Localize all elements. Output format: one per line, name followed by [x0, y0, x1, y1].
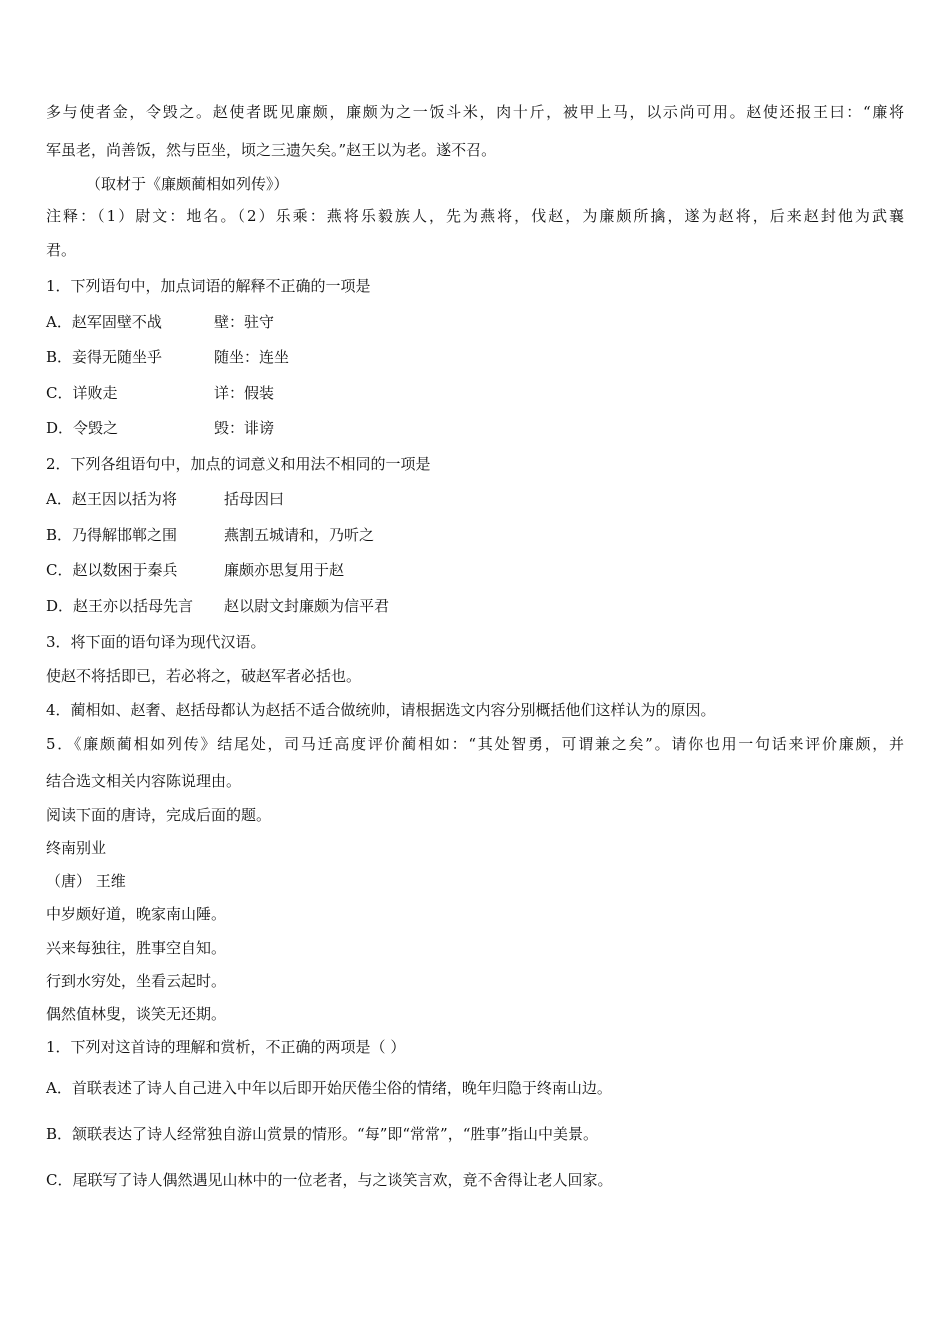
poem-line: 中岁颇好道，晚家南山陲。: [46, 905, 227, 923]
question-2-option-a: [46, 489, 284, 509]
question-1-option-b: [46, 347, 289, 367]
option-explanation: 廉颇亦思复用于赵: [224, 561, 345, 579]
option-label: B．妾得无随坐乎: [46, 348, 163, 366]
option-explanation: 燕割五城请和，乃听之: [224, 526, 375, 544]
question-5-line-1: 5．《廉颇蔺相如列传》结尾处，司马迁高度评价蔺相如：“其处智勇，可谓兼之矣”。请你也用一句话来评价廉颇，并: [46, 735, 904, 753]
question-1-option-c: [46, 383, 274, 403]
poem-intro: 阅读下面的唐诗，完成后面的题。: [46, 806, 272, 824]
poem-question-1-option-c: C．尾联写了诗人偶然遇见山林中的一位老者，与之谈笑言欢，竟不舍得让老人回家。: [46, 1171, 613, 1189]
option-explanation: 括母因曰: [224, 490, 285, 508]
poem-line: 行到水穷处，坐看云起时。: [46, 972, 227, 990]
question-2-option-d: [46, 596, 389, 616]
question-5-line-2: 结合选文相关内容陈说理由。: [46, 772, 242, 790]
option-label: C．赵以数困于秦兵: [46, 561, 178, 579]
option-label: A．赵军固壁不战: [46, 313, 162, 331]
question-3-sentence: 使赵不将括即已，若必将之，破赵军者必括也。: [46, 667, 362, 685]
poem-question-1-stem: 1．下列对这首诗的理解和赏析，不正确的两项是（ ）: [46, 1038, 406, 1056]
question-2-option-b: [46, 525, 374, 545]
option-label: A．赵王因以括为将: [46, 490, 177, 508]
question-3-stem: 3．将下面的语句译为现代汉语。: [46, 633, 266, 651]
option-explanation: 详：假装: [214, 384, 275, 402]
option-label: C．详败走: [46, 384, 118, 402]
poem-question-1-option-a: A．首联表述了诗人自己进入中年以后即开始厌倦尘俗的情绪，晚年归隐于终南山边。: [46, 1079, 612, 1097]
poem-line: 兴来每独往，胜事空自知。: [46, 939, 227, 957]
poem-author: （唐） 王维: [46, 872, 126, 890]
note-line-2: 君。: [46, 241, 77, 259]
passage-source: （取材于《廉颇蔺相如列传》）: [86, 175, 289, 193]
question-2-option-c: [46, 560, 344, 580]
option-label: D．令毁之: [46, 419, 119, 437]
option-label: B．乃得解邯郸之围: [46, 526, 178, 544]
option-explanation: 赵以尉文封廉颇为信平君: [224, 597, 390, 615]
option-label: D．赵王亦以括母先言: [46, 597, 194, 615]
passage-line-1: 多与使者金，令毁之。赵使者既见廉颇，廉颇为之一饭斗米，肉十斤，被甲上马，以示尚可用。赵使还报王曰：“廉将: [46, 103, 904, 121]
question-1-stem: 1．下列语句中，加点词语的解释不正确的一项是: [46, 277, 371, 295]
poem-question-1-option-b: B．颔联表达了诗人经常独自游山赏景的情形。“每”即“常常”，“胜事”指山中美景。: [46, 1125, 599, 1143]
question-1-option-d: [46, 418, 274, 438]
question-4-stem: 4．蔺相如、赵奢、赵括母都认为赵括不适合做统帅，请根据选文内容分别概括他们这样认为的原因。: [46, 701, 716, 719]
passage-line-2: 军虽老，尚善饭，然与臣坐，顷之三遗矢矣。”赵王以为老。遂不召。: [46, 141, 497, 159]
poem-line: 偶然值林叟，谈笑无还期。: [46, 1005, 227, 1023]
question-1-option-a: [46, 312, 274, 332]
note-line-1: 注释：（1）尉文：地名。（2）乐乘：燕将乐毅族人，先为燕将，伐赵，为廉颇所擒，遂为赵将，后来赵封他为武襄: [46, 207, 904, 225]
option-explanation: 随坐：连坐: [214, 348, 290, 366]
option-explanation: 毁：诽谤: [214, 419, 275, 437]
option-explanation: 壁：驻守: [214, 313, 275, 331]
question-2-stem: 2．下列各组语句中，加点的词意义和用法不相同的一项是: [46, 455, 431, 473]
poem-title: 终南别业: [46, 839, 107, 857]
